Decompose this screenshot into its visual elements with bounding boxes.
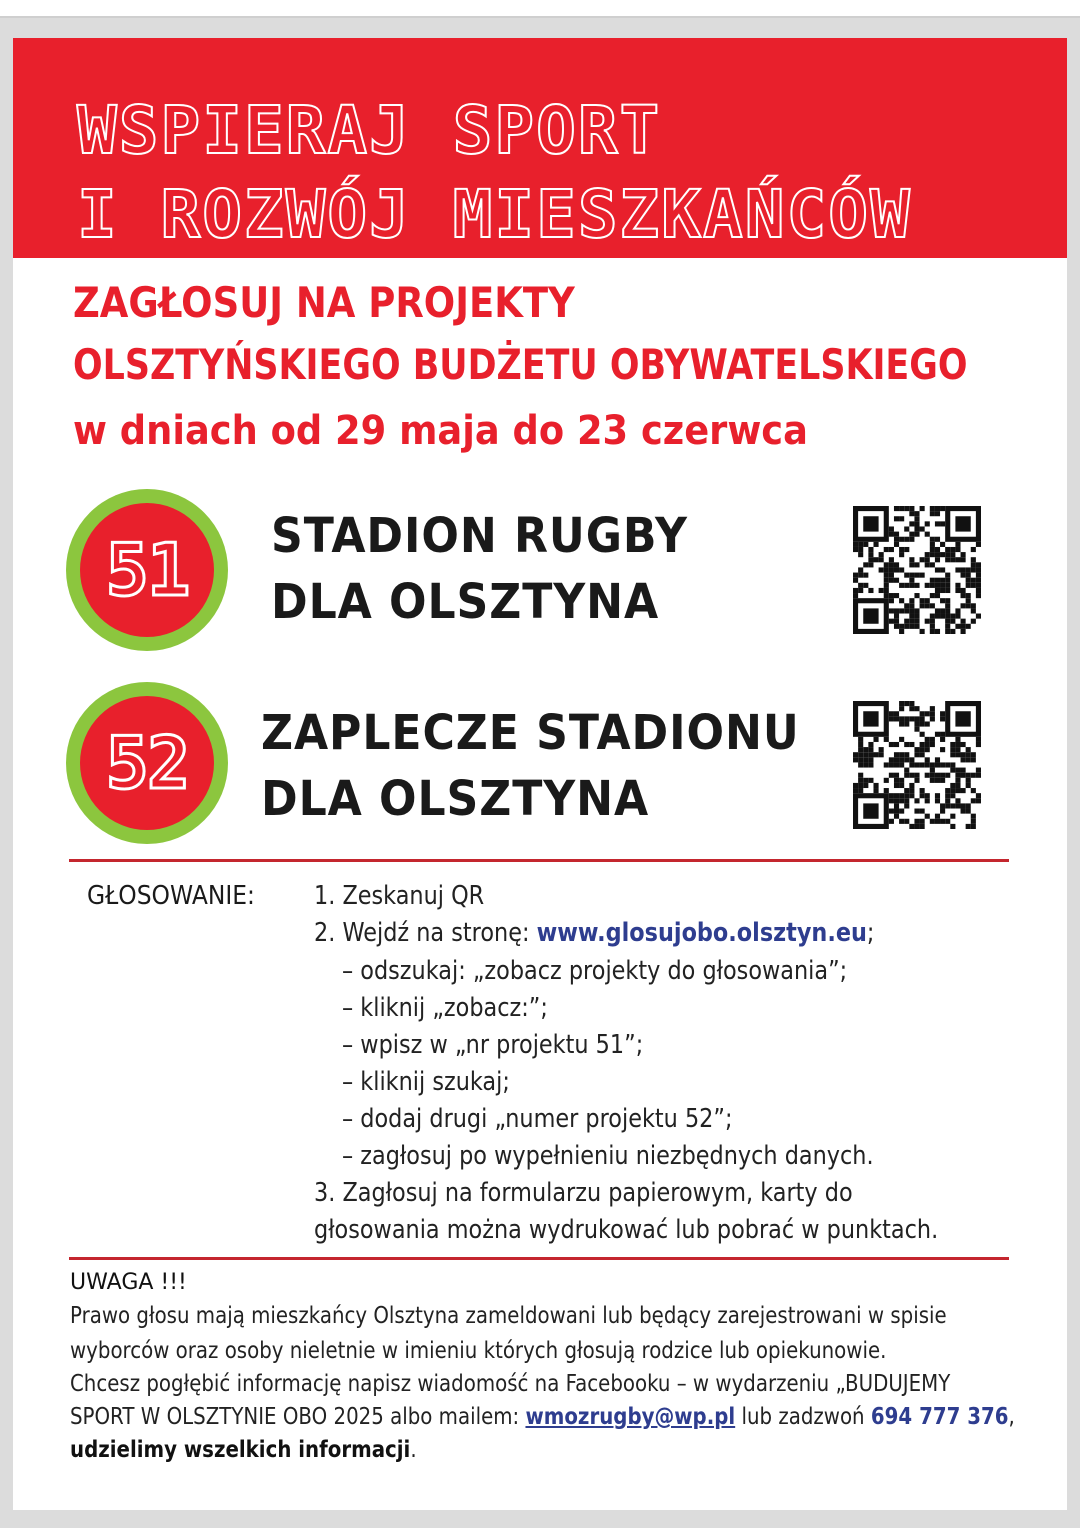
- step-3-line2: głosowania można wydrukować lub pobrać w punktach.: [314, 1215, 939, 1245]
- notice-line: [70, 1404, 1015, 1430]
- substep: – odszukaj: „zobacz projekty do głosowania”;: [342, 956, 848, 986]
- project-51-badge: [66, 489, 228, 651]
- phone-number[interactable]: 694 777 376: [870, 1404, 1009, 1430]
- step-2-prefix: 2. Wejdź na stronę:: [314, 918, 537, 948]
- step-2-suffix: ;: [866, 918, 875, 948]
- email-link[interactable]: wmozrugby@wp.pl: [525, 1404, 736, 1430]
- qr-code-icon[interactable]: [853, 701, 981, 829]
- project-52-title-line1: ZAPLECZE STADIONU: [261, 705, 800, 761]
- project-51-title-line2: DLA OLSZTYNA: [271, 574, 660, 630]
- project-51-title-line1: STADION RUGBY: [271, 508, 688, 564]
- notice-line: wyborców oraz osoby nieletnie w imieniu których głosują rodzice lub opiekunowie.: [70, 1338, 887, 1364]
- header-banner: [13, 38, 1067, 258]
- cta-line1: ZAGŁOSUJ NA PROJEKTY: [73, 278, 575, 327]
- step-2: [314, 918, 874, 948]
- substep: – zagłosuj po wypełnieniu niezbędnych danych.: [342, 1141, 874, 1171]
- qr-code-icon[interactable]: [853, 506, 981, 634]
- substep: – kliknij szukaj;: [342, 1067, 510, 1097]
- step-3-line1: 3. Zagłosuj na formularzu papierowym, karty do: [314, 1178, 853, 1208]
- divider: [69, 1257, 1009, 1260]
- substep: – kliknij „zobacz:”;: [342, 993, 548, 1023]
- substep: – wpisz w „nr projektu 51”;: [342, 1030, 644, 1060]
- voting-label: GŁOSOWANIE:: [87, 881, 255, 911]
- project-number: 51: [105, 528, 189, 612]
- voting-dates: w dniach od 29 maja do 23 czerwca: [73, 408, 808, 454]
- notice-title: UWAGA !!!: [70, 1270, 187, 1295]
- previous-page-edge: [0, 0, 1080, 18]
- project-52-badge: [66, 682, 228, 844]
- project-52-title-line2: DLA OLSZTYNA: [261, 771, 650, 827]
- voting-website-link[interactable]: www.glosujobo.olsztyn.eu: [536, 918, 867, 948]
- notice-line: Prawo głosu mają mieszkańcy Olsztyna zameldowani lub będący zarejestrowani w spisie: [70, 1303, 947, 1329]
- notice-line4-prefix: SPORT W OLSZTYNIE OBO 2025 albo mailem:: [70, 1404, 526, 1430]
- banner-title-line2: I ROZWÓJ MIESZKAŃCÓW: [77, 176, 912, 253]
- notice-line: [70, 1437, 417, 1463]
- project-number: 52: [105, 721, 189, 805]
- notice-line4-suffix: ,: [1008, 1404, 1015, 1430]
- substep: – dodaj drugi „numer projektu 52”;: [342, 1104, 733, 1134]
- notice-line4-mid: lub zadzwoń: [735, 1404, 871, 1430]
- notice-line: Chcesz pogłębić informację napisz wiadomość na Facebooku – w wydarzeniu „BUDUJEMY: [70, 1371, 951, 1397]
- banner-title-line1: WSPIERAJ SPORT: [77, 92, 662, 169]
- poster: [13, 38, 1067, 1510]
- notice-closing-bold: udzielimy wszelkich informacji: [70, 1437, 411, 1463]
- step-1: 1. Zeskanuj QR: [314, 881, 485, 911]
- notice-closing-suffix: .: [410, 1437, 417, 1463]
- cta-line2: OLSZTYŃSKIEGO BUDŻETU OBYWATELSKIEGO: [73, 340, 968, 389]
- divider: [69, 859, 1009, 862]
